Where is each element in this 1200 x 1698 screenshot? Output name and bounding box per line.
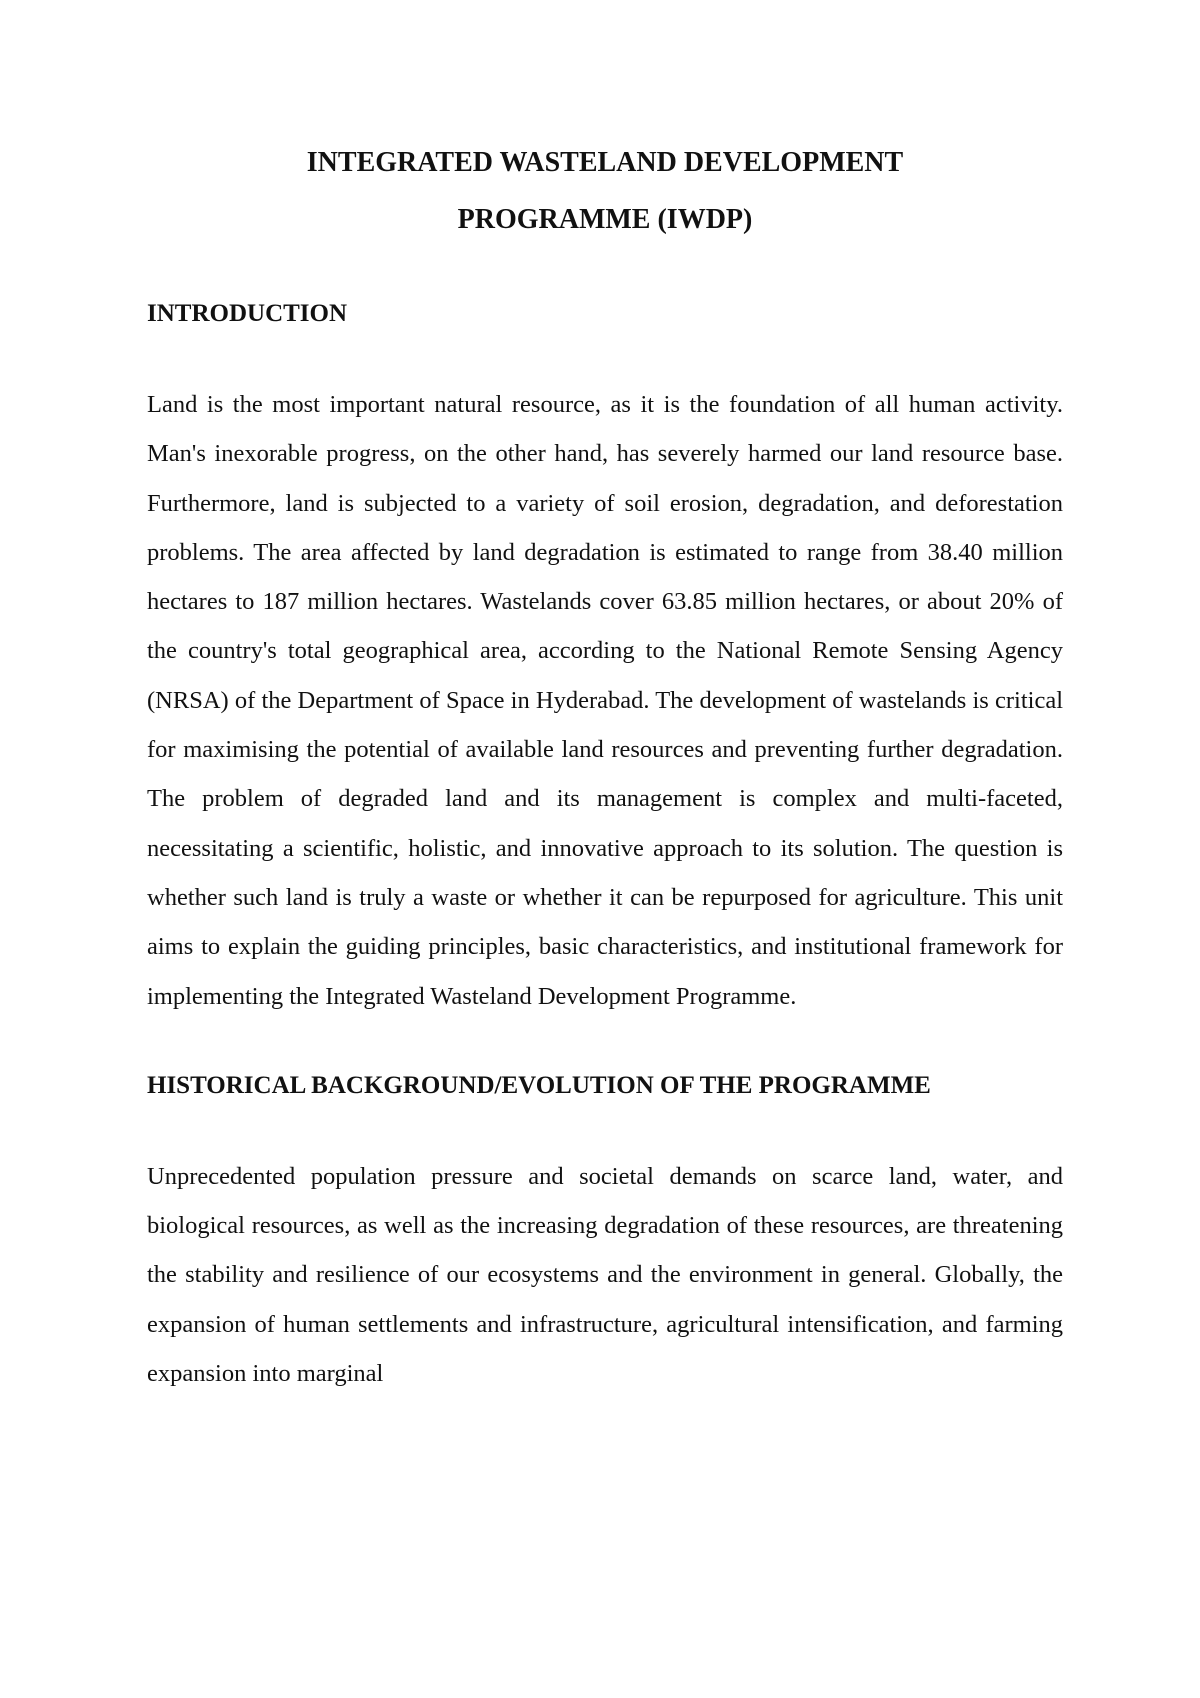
historical-background-paragraph: Unprecedented population pressure and societal demands on scarce land, water, and biological resources, as well as the increasing degradation of these resources, are threatening the stability and resilience of our ecosystems and the environment in general. Globally, the expansion of human settlements and infrastructure, agricultural intensification, and farming expansion into marginal bbox=[147, 1162, 1063, 1388]
introduction-heading: INTRODUCTION bbox=[147, 300, 348, 327]
historical-background-heading: HISTORICAL BACKGROUND/EVOLUTION OF THE PROGRAMME bbox=[147, 1071, 931, 1099]
title-line-1: INTEGRATED WASTELAND DEVELOPMENT bbox=[306, 147, 904, 178]
document-title bbox=[147, 128, 1063, 248]
document-body bbox=[147, 128, 1063, 1398]
introduction-paragraph: Land is the most important natural resource, as it is the foundation of all human activity. Man's inexorable progress, on the other hand, has severely harmed our land resource base. Furthermore, land is subjected to a variety of soil erosion, degradation, and deforestation problems. The area affected by land degradation is estimated to range from 38.40 million hectares to 187 million hectares. Wastelands cover 63.85 million hectares, or about 20% of the country's total geographical area, according to the National Remote Sensing Agency (NRSA) of the Department of Space in Hyderabad. The development of wastelands is critical for maximising the potential of available land resources and preventing further degradation. The problem of degraded land and its management is complex and multi-faceted, necessitating a scientific, holistic, and innovative approach to its solution. The question is whether such land is truly a waste or whether it can be repurposed for agriculture. This unit aims to explain the guiding principles, basic characteristics, and institutional framework for implementing the Integrated Wasteland Development Programme. bbox=[147, 391, 1063, 1010]
title-line-2: PROGRAMME (IWDP) bbox=[457, 204, 753, 235]
